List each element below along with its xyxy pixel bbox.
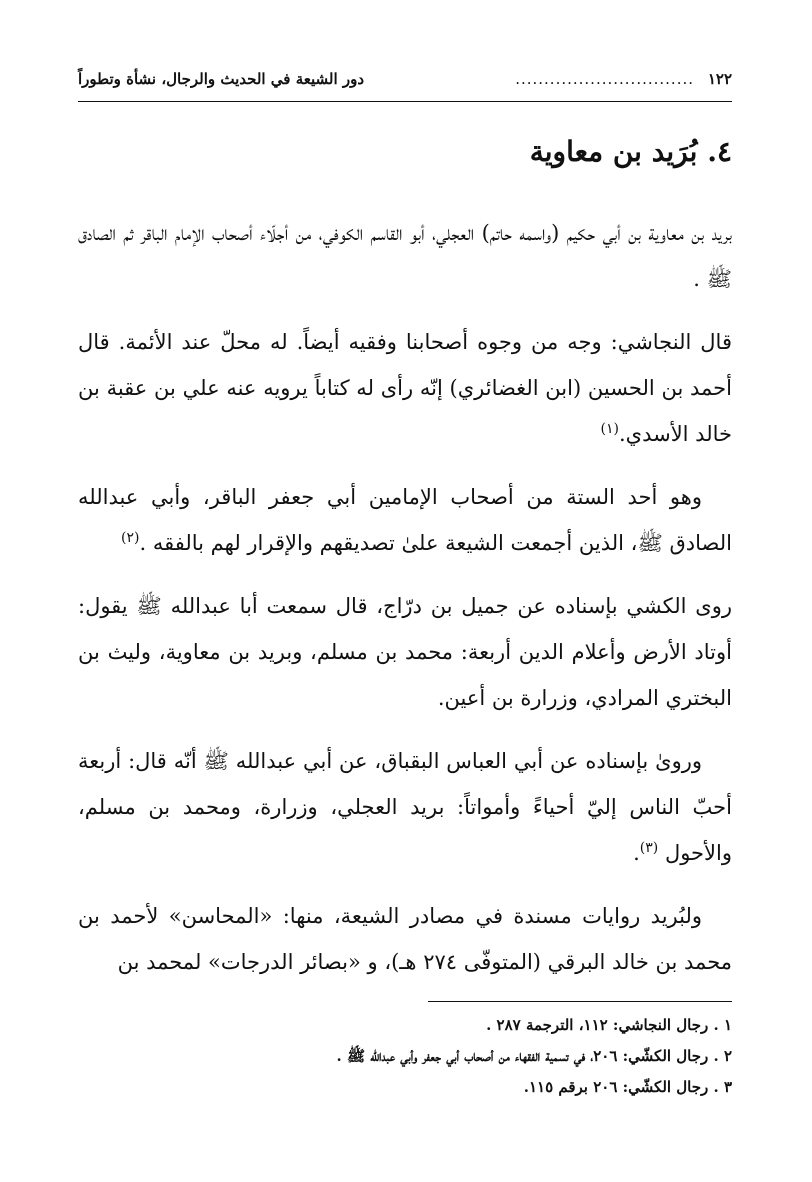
footnote-3: ٣ . رجال الكشّي: ٢٠٦ برقم ١١٥. [523,1078,732,1096]
body-text [78,210,732,1002]
footnote-2: ٢ . رجال الكشّي: ٢٠٦، في تسمية الفقهاء من أصحاب أبي جعفر وأبي عبدالله ﷺ . [336,1047,732,1065]
paragraph-text: ولبُريد روايات مسندة في مصادر الشيعة، منها: «المحاسن» لأحمد بن محمد بن خالد البرقي (المتوفّى ٢٧٤ هـ)، و «بصائر الدرجات» لمحمد بن [78,904,732,974]
paragraph-1 [78,210,732,302]
paragraph-text: قال النجاشي: وجه من وجوه أصحابنا وفقيه أيضاً. له محلّ عند الأئمة. قال أحمد بن الحسين (ابن الغضائري) إنّه رأى له كتاباً يرويه عنه علي بن عقبة بن خالد الأسدي. [78,330,732,446]
footnote-ref: (٣) [639,840,659,856]
book-page [78,0,732,1182]
paragraph-2 [78,319,732,457]
paragraph-text: روى الكشي بإسناده عن جميل بن درّاج، قال سمعت أبا عبدالله ﷺ يقول: أوتاد الأرض وأعلام الدين أربعة: محمد بن مسلم، وبريد بن معاوية، وليث بن البختري المرادي، وزرارة بن أعين. [78,594,732,710]
paragraph-5 [78,738,732,876]
footnote-ref: (١) [600,421,619,437]
header-rule [78,101,732,102]
paragraph-text: وهو أحد الستة من أصحاب الإمامين أبي جعفر الباقر، وأبي عبدالله الصادق ﷺ، الذين أجمعت الشيعة علىٰ تصديقهم والإقرار لهم بالفقه . [78,485,732,555]
footnote-ref: (٢) [121,530,140,546]
footnote-1: ١ . رجال النجاشي: ١١٢، الترجمة ٢٨٧ . [486,1016,732,1034]
paragraph-tail: . [633,841,640,865]
book-title: دور الشيعة في الحديث والرجال، نشأة وتطوراً [78,70,365,88]
paragraph-4 [78,583,732,721]
leader-dots: ............................... [515,70,694,88]
paragraph-3 [78,474,732,566]
paragraph-text: ورویٰ بإسناده عن أبي العباس البقباق، عن أبي عبدالله ﷺ أنّه قال: أربعة أحبّ الناس إليّ أحياءً وأمواتاً: بريد العجلي، وزرارة، ومحمد بن مسلم، والأحول [78,749,732,865]
paragraph-6 [78,893,732,985]
page-number: ١٢٢ [707,70,732,88]
footnote-rule [428,1001,732,1002]
section-heading: ٤. بُرَيد بن معاوية [529,135,732,168]
paragraph-text: بريد بن معاوية بن أبي حكيم (واسمه حاتم) العجلي، أبو القاسم الكوفي، من أجلّاء أصحاب الإمام الباقر ثم الصادق ﷺ . [78,221,732,291]
footnotes [78,1010,732,1103]
running-header [78,66,732,96]
